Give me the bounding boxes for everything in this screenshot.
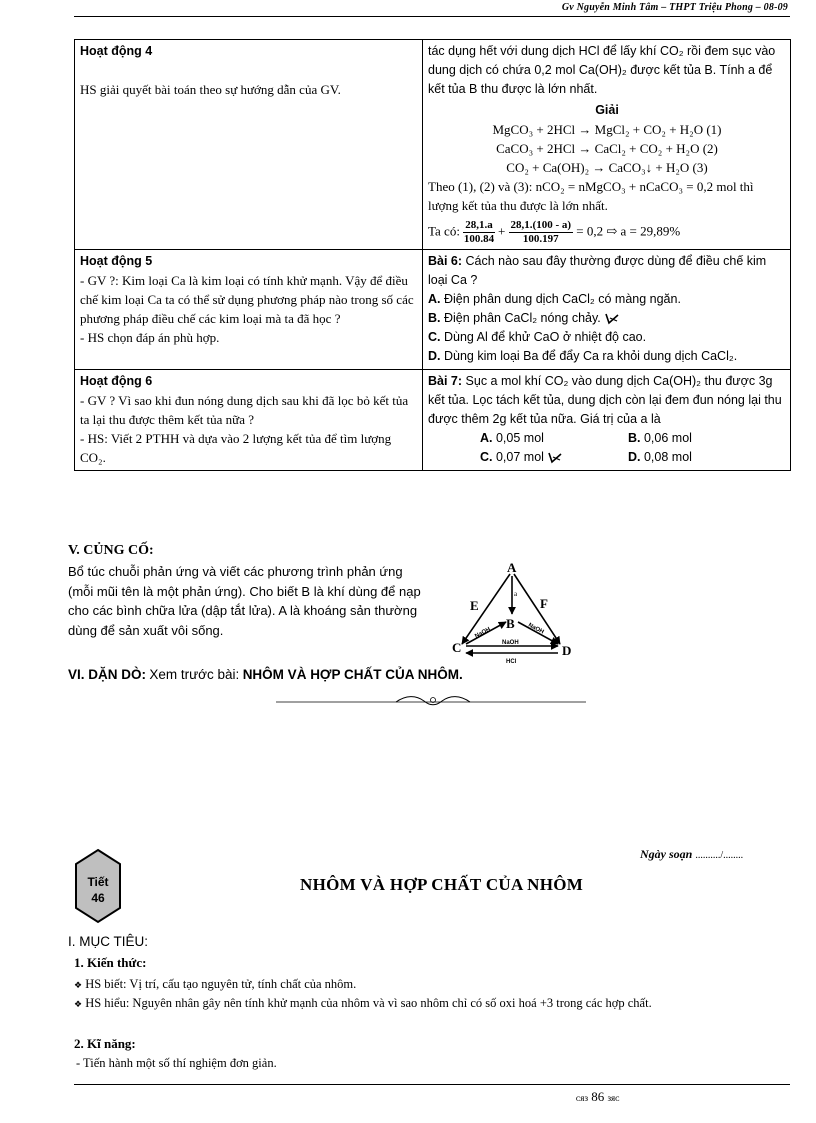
objectives-title	[68, 934, 148, 950]
equation-3: CO₂ + Ca(OH)₂ → CaCO₃↓ + H₂O (3)	[506, 160, 708, 175]
table-row	[75, 370, 791, 471]
lesson-title: NHÔM VÀ HỢP CHẤT CỦA NHÔM	[300, 875, 584, 894]
option-b	[628, 429, 776, 448]
question-body: Sục a mol khí CO₂ vào dung dịch Ca(OH)₂ thu được 3g kết tủa. Lọc tách kết tủa, dung dịch còn lại đem đun nóng lại thu được thêm 2g kết tủa nữa. Giá trị của a là	[428, 374, 782, 426]
diamond-bullet-icon: ❖	[74, 999, 83, 1009]
option-key: C.	[480, 450, 493, 464]
question-label: Bài 7:	[428, 374, 463, 388]
footer-ornament-left-icon: ᴄᴙᴈ	[576, 1093, 588, 1103]
solution-label: Giải	[595, 103, 619, 117]
taco-label: Ta có:	[428, 223, 460, 239]
node-f: F	[540, 596, 548, 611]
option-d	[628, 448, 776, 467]
activity-6-cell	[75, 370, 423, 471]
reaction-diagram	[452, 560, 576, 666]
label-hcl-dc: HCl	[506, 659, 517, 665]
table-row	[75, 40, 791, 250]
footer-rule	[74, 1084, 790, 1085]
fraction-1-denominator: 100.84	[463, 233, 495, 245]
date-value: ........../........	[695, 850, 744, 861]
activity-5-cell	[75, 250, 423, 370]
activity-table	[74, 39, 791, 471]
option-c	[480, 448, 628, 467]
diamond-bullet-icon: ❖	[74, 980, 83, 990]
section-6-text: Xem trước bài:	[149, 667, 240, 682]
equation-1: MgCO₃ + 2HCl → MgCl₂ + CO₂ + H₂O (1)	[492, 122, 722, 137]
label-naoh-cd: NaOH	[502, 640, 519, 646]
node-e: E	[470, 598, 479, 613]
exercise-6-cell	[423, 250, 791, 370]
activity-text: - GV ?: Kim loại Ca là kim loại có tính khử mạnh. Vậy để điều chế kim loại Ca ta có thể sử dụng phương pháp nào trong số các phương pháp điều chế các kim loại mà ta đã học ?	[80, 273, 414, 326]
fraction-2	[509, 219, 574, 246]
activity-text: - HS: Viết 2 PTHH và dựa vào 2 lượng kết tủa để tìm lượng CO₂.	[80, 431, 392, 465]
option-a	[428, 290, 786, 309]
page-number: 86	[591, 1089, 605, 1104]
section-6-topic: NHÔM VÀ HỢP CHẤT CỦA NHÔM.	[242, 667, 463, 682]
option-c	[428, 328, 786, 347]
option-text: 0,08 mol	[643, 450, 692, 464]
option-key: B.	[628, 431, 641, 445]
list-item-text: HS hiểu: Nguyên nhân gây nên tính khử mạnh của nhôm và vì sao nhôm chỉ có số oxi hoá +3 trong các hợp chất.	[85, 996, 652, 1010]
activity-text: - GV ? Vì sao khi đun nóng dung dịch sau khi đã lọc bỏ kết tủa ta lại thu được thêm kết tủa nữa ?	[80, 393, 409, 427]
activity-title: Hoạt động 4	[80, 44, 153, 58]
activity-text: HS giải quyết bài toán theo sự hướng dẫn của GV.	[80, 82, 341, 97]
skills-title: 2. Kĩ năng:	[74, 1036, 136, 1051]
node-b: B	[506, 616, 515, 631]
option-key: A.	[428, 292, 441, 306]
question-text	[428, 252, 786, 290]
option-text: Điện phân CaCl₂ nóng chảy.	[443, 311, 601, 325]
option-text: Điện phân dung dịch CaCl₂ có màng ngăn.	[443, 292, 681, 306]
section-5-title: V. CỦNG CỐ:	[68, 543, 154, 558]
option-text: Dùng kim loại Ba để đẩy Ca ra khỏi dung dịch CaCl₂.	[443, 349, 738, 363]
label-naoh-bd: NaOH	[527, 622, 545, 636]
exercise-5-solution-cell	[423, 40, 791, 250]
activity-title: Hoạt động 5	[80, 254, 153, 268]
option-b	[428, 309, 786, 328]
exercise-intro: tác dụng hết với dung dịch HCl để lấy khí CO₂ rồi đem sục vào dung dịch có chứa 0,2 mol Ca(OH)₂ được kết tủa B. Tính a để kết tủa B thu được là lớn nhất.	[428, 44, 776, 96]
option-key: C.	[428, 330, 441, 344]
theo-statement: Theo (1), (2) và (3): nCO₂ = nMgCO₃ + nCaCO₃ = 0,2 mol thì lượng kết tủa thu được là lớn nhất.	[428, 179, 754, 213]
answer-check-icon	[604, 313, 620, 325]
question-text	[428, 372, 786, 429]
option-text: 0,05 mol	[495, 431, 544, 445]
activity-4-cell	[75, 40, 423, 250]
knowledge-list	[74, 975, 786, 1013]
option-text: 0,06 mol	[643, 431, 692, 445]
option-a	[480, 429, 628, 448]
activity-title: Hoạt động 6	[80, 374, 153, 388]
list-item	[68, 994, 786, 1013]
section-5-text: Bổ túc chuỗi phản ứng và viết các phương trình phản ứng (mỗi mũi tên là một phản ứng). Cho biết B là khí dùng để nạp cho các bình chữa lửa (dập tắt lửa). A là khoáng sản thường dùng để sản xuất vôi sống.	[68, 564, 421, 638]
plus-sign: +	[497, 223, 506, 239]
question-label: Bài 6:	[428, 254, 463, 268]
badge-label: Tiết	[87, 875, 109, 889]
arrow-a-to-d	[514, 574, 560, 644]
badge-number: 46	[91, 891, 105, 905]
page-footer	[576, 1089, 620, 1105]
label-naoh-cb: NaOH	[474, 626, 492, 640]
date-label: Ngày soạn	[640, 847, 693, 861]
options-row-1	[428, 429, 786, 448]
question-body: Cách nào sau đây thường được dùng để điều chế kim loại Ca ?	[428, 254, 767, 287]
answer-check-icon	[547, 452, 563, 464]
exercise-7-cell	[423, 370, 791, 471]
fraction-2-numerator: 28,1.(100 - a)	[510, 219, 572, 231]
label-a: a	[514, 590, 518, 598]
node-d: D	[562, 643, 572, 658]
option-text: Dùng Al để khử CaO ở nhiệt độ cao.	[443, 330, 647, 344]
fraction-1-numerator: 28,1.a	[465, 219, 493, 231]
fraction-1	[463, 219, 495, 246]
option-key: A.	[480, 431, 493, 445]
objectives-title-text: I. MỤC TIÊU:	[68, 934, 149, 949]
option-key: D.	[628, 450, 641, 464]
table-row	[75, 250, 791, 370]
header-rule	[74, 16, 790, 17]
activity-text: - HS chọn đáp án phù hợp.	[80, 330, 220, 345]
ornament-divider	[276, 693, 586, 709]
calculation-result: = 0,2 ⇨ a = 29,89%	[576, 223, 681, 239]
knowledge-title: 1. Kiến thức:	[74, 955, 147, 970]
option-key: D.	[428, 349, 441, 363]
fraction-2-denominator: 100.197	[522, 233, 559, 245]
lesson-badge	[74, 848, 122, 924]
list-item-text: HS biết: Vị trí, cấu tạo nguyên tử, tính chất của nhôm.	[85, 977, 357, 991]
option-key: B.	[428, 311, 441, 325]
option-d	[428, 347, 786, 366]
calculation-line	[428, 219, 786, 246]
footer-ornament-right-icon: ᴈᴙᴄ	[607, 1093, 620, 1103]
skills-item: - Tiến hành một số thí nghiệm đơn giản.	[76, 1056, 277, 1070]
list-item	[74, 975, 786, 994]
options-row-2	[428, 448, 786, 467]
equation-2: CaCO₃ + 2HCl → CaCl₂ + CO₂ + H₂O (2)	[496, 141, 718, 156]
section-6	[68, 667, 463, 683]
page-header: Gv Nguyễn Minh Tâm – THPT Triệu Phong – 08-09	[561, 2, 788, 13]
node-a: A	[507, 560, 517, 575]
section-6-title: VI. DẶN DÒ:	[68, 667, 147, 682]
node-c: C	[452, 640, 462, 655]
option-text: 0,07 mol	[495, 450, 544, 464]
date-line	[640, 847, 743, 862]
